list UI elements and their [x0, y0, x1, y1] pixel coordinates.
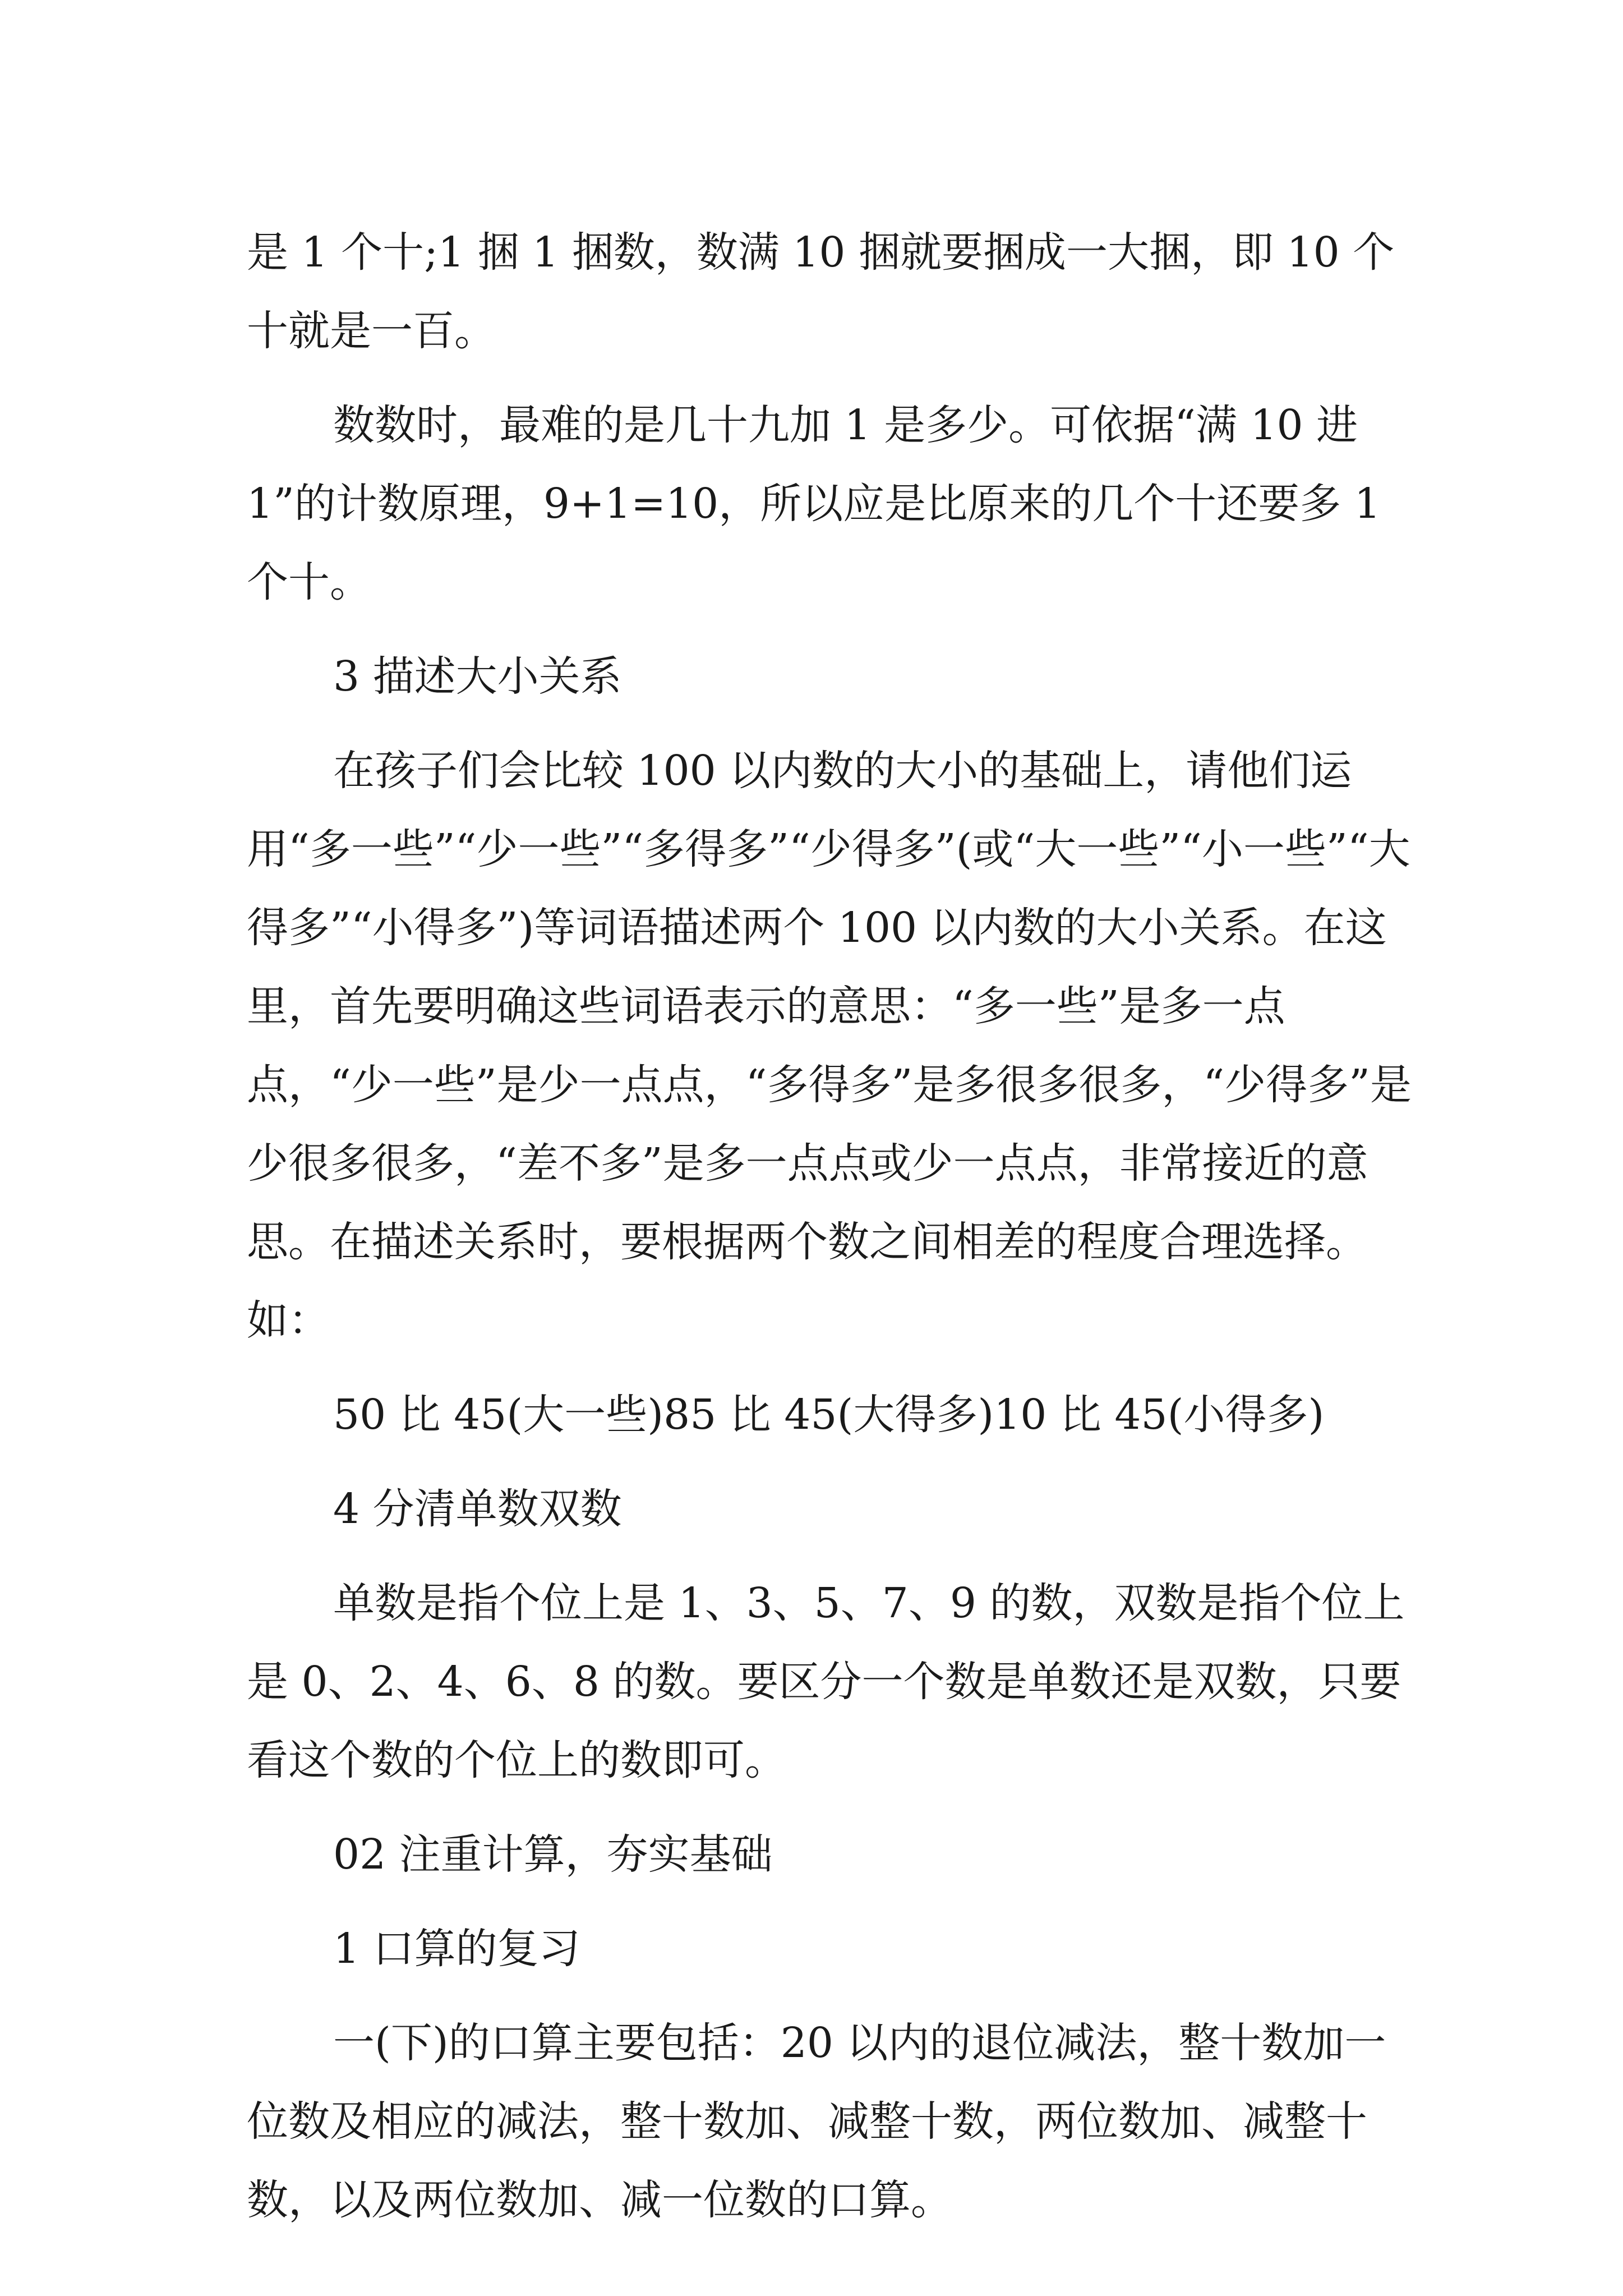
paragraph-7: 单数是指个位上是 1、3、5、7、9 的数，双数是指个位上是 0、2、4、6、8 的数。要区分一个数是单数还是双数，只要看这个数的个位上的数即可。: [247, 1579, 1405, 1784]
paragraph-4: 在孩子们会比较 100 以内数的大小的基础上，请他们运用“多一些”“少一些”“多得多”“少得多”(或“大一些”“小一些”“大得多”“小得多”)等词语描述两个 100 以内数的大小关系。在这里，首先要明确这些词语表示的意思：“多一些”是多一点点，“少一些”是少一点点，“多得多”是多很多很多，“少得多”是少很多很多，“差不多”是多一点点或少一点点，非常接近的意思。在描述关系时，要根据两个数之间相差的程度合理选择。如：: [247, 747, 1412, 1345]
heading-02-calculation: 02 注重计算，夯实基础: [333, 1830, 773, 1879]
heading-3-describe-size: 3 描述大小关系: [333, 652, 622, 701]
paragraph-2: 数数时，最难的是几十九加 1 是多少。可依据“满 10 进 1”的计数原理，9+1=10，所以应是比原来的几个十还要多 1 个十。: [247, 401, 1381, 606]
paragraph-1: 是 1 个十;1 捆 1 捆数，数满 10 捆就要捆成一大捆，即 10 个十就是一百。: [247, 228, 1395, 355]
paragraph-10: 一(下)的口算主要包括：20 以内的退位减法，整十数加一位数及相应的减法，整十数加、减整十数，两位数加、减整十数，以及两位数加、减一位数的口算。: [247, 2019, 1386, 2224]
heading-4-odd-even: 4 分清单数双数: [333, 1485, 622, 1533]
document-page: [247, 213, 1424, 2255]
heading-1-mental-math: 1 口算的复习: [333, 1925, 580, 1973]
paragraph-examples: 50 比 45(大一些)85 比 45(大得多)10 比 45(小得多): [333, 1391, 1325, 1439]
